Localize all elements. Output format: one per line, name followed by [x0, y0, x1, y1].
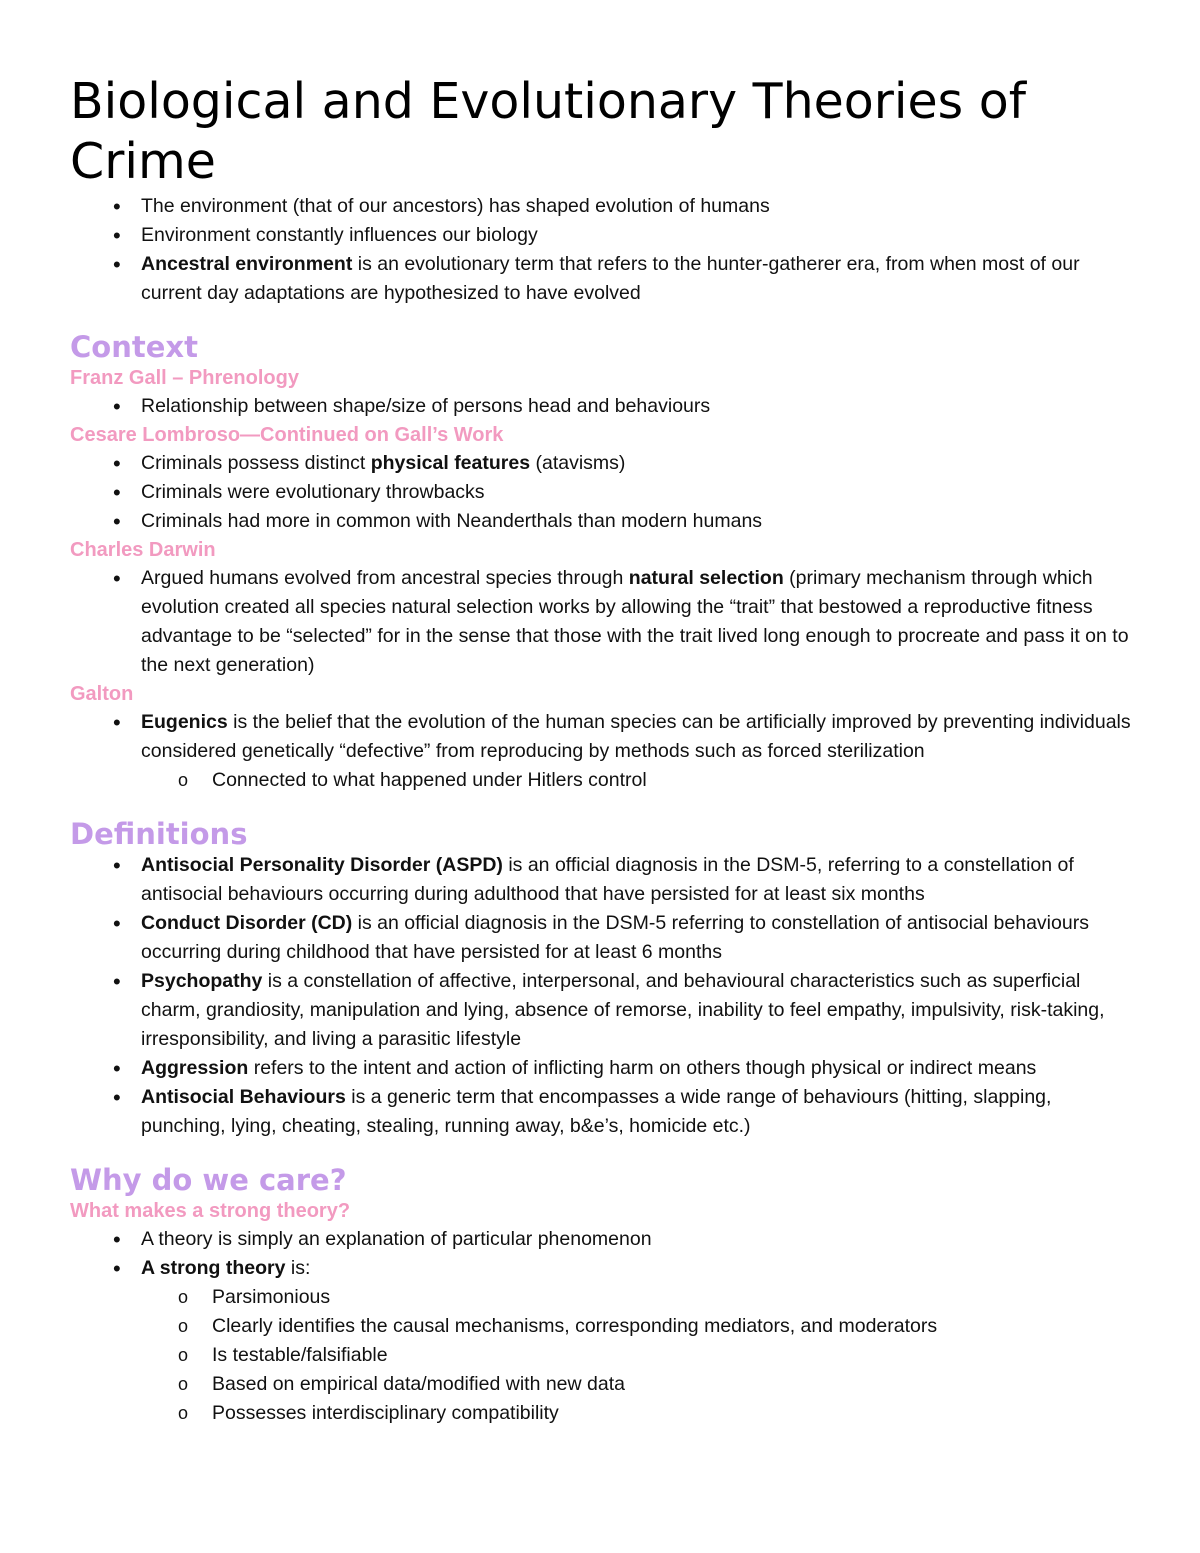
definitions-section: [70, 817, 1140, 1141]
intro-list: [70, 192, 1140, 308]
context-section: [70, 330, 1140, 795]
sub-list-item: o Possesses interdisciplinary compatibility: [70, 1399, 1140, 1428]
section-heading-context: Context: [70, 330, 198, 364]
list-item: • Criminals possess distinct physical features (atavisms): [70, 449, 1140, 478]
subheading-franz-gall: Franz Gall – Phrenology: [70, 367, 299, 389]
subheading-galton: Galton: [70, 683, 134, 705]
strong-theory-sublist: [70, 1283, 1140, 1428]
list-item: • Antisocial Personality Disorder (ASPD) is an official diagnosis in the DSM-5, referring to a constellation of antisocial behaviours occurring during adulthood that have persisted for at least six months: [70, 851, 1140, 909]
list-item: • Argued humans evolved from ancestral species through natural selection (primary mechanism through which evolution created all species natural selection works by allowing the “trait” that bestowed a reproductive fitness advantage to be “selected” for in the sense that those with the trait lived long enough to procreate and pass it on to the next generation): [70, 564, 1140, 680]
list-item: • Eugenics is the belief that the evolution of the human species can be artificially improved by preventing individuals considered genetically “defective” from reproducing by methods such as forced sterilization: [70, 708, 1140, 766]
darwin-list: [70, 564, 1140, 680]
list-item: • A theory is simply an explanation of particular phenomenon: [70, 1225, 1140, 1254]
sub-list-item: o Connected to what happened under Hitlers control: [70, 766, 1140, 795]
sub-list-item: o Clearly identifies the causal mechanisms, corresponding mediators, and moderators: [70, 1312, 1140, 1341]
sub-list-item: o Parsimonious: [70, 1283, 1140, 1312]
section-heading-definitions: Definitions: [70, 817, 248, 851]
list-item: • A strong theory is:: [70, 1254, 1140, 1283]
list-item: • Conduct Disorder (CD) is an official diagnosis in the DSM-5 referring to constellation of antisocial behaviours occurring during childhood that have persisted for at least 6 months: [70, 909, 1140, 967]
list-item: • Antisocial Behaviours is a generic term that encompasses a wide range of behaviours (hitting, slapping, punching, lying, cheating, stealing, running away, b&e’s, homicide etc.): [70, 1083, 1140, 1141]
sub-list-item: o Is testable/falsifiable: [70, 1341, 1140, 1370]
list-item: • Ancestral environment is an evolutionary term that refers to the hunter-gatherer era, from when most of our current day adaptations are hypothesized to have evolved: [70, 250, 1140, 308]
definitions-list: [70, 851, 1140, 1141]
galton-list: [70, 708, 1140, 766]
franz-gall-list: [70, 392, 1140, 421]
list-item: • The environment (that of our ancestors) has shaped evolution of humans: [70, 192, 1140, 221]
lombroso-list: [70, 449, 1140, 536]
subheading-lombroso: Cesare Lombroso—Continued on Gall’s Work: [70, 424, 504, 446]
care-list: [70, 1225, 1140, 1283]
list-item: • Criminals were evolutionary throwbacks: [70, 478, 1140, 507]
galton-sublist: [70, 766, 1140, 795]
list-item: • Environment constantly influences our biology: [70, 221, 1140, 250]
sub-list-item: o Based on empirical data/modified with new data: [70, 1370, 1140, 1399]
list-item: • Relationship between shape/size of persons head and behaviours: [70, 392, 1140, 421]
list-item: • Aggression refers to the intent and action of inflicting harm on others though physical or indirect means: [70, 1054, 1140, 1083]
document-title: Biological and Evolutionary Theories of Crime: [70, 73, 1027, 190]
list-item: • Criminals had more in common with Neanderthals than modern humans: [70, 507, 1140, 536]
section-heading-care: Why do we care?: [70, 1163, 347, 1197]
subheading-strong-theory: What makes a strong theory?: [70, 1200, 351, 1222]
subheading-darwin: Charles Darwin: [70, 539, 216, 561]
care-section: [70, 1163, 1140, 1428]
list-item: • Psychopathy is a constellation of affective, interpersonal, and behavioural characteristics such as superficial charm, grandiosity, manipulation and lying, absence of remorse, inability to feel empathy, impulsivity, risk-taking, irresponsibility, and living a parasitic lifestyle: [70, 967, 1140, 1054]
document-page: [70, 72, 1140, 1428]
